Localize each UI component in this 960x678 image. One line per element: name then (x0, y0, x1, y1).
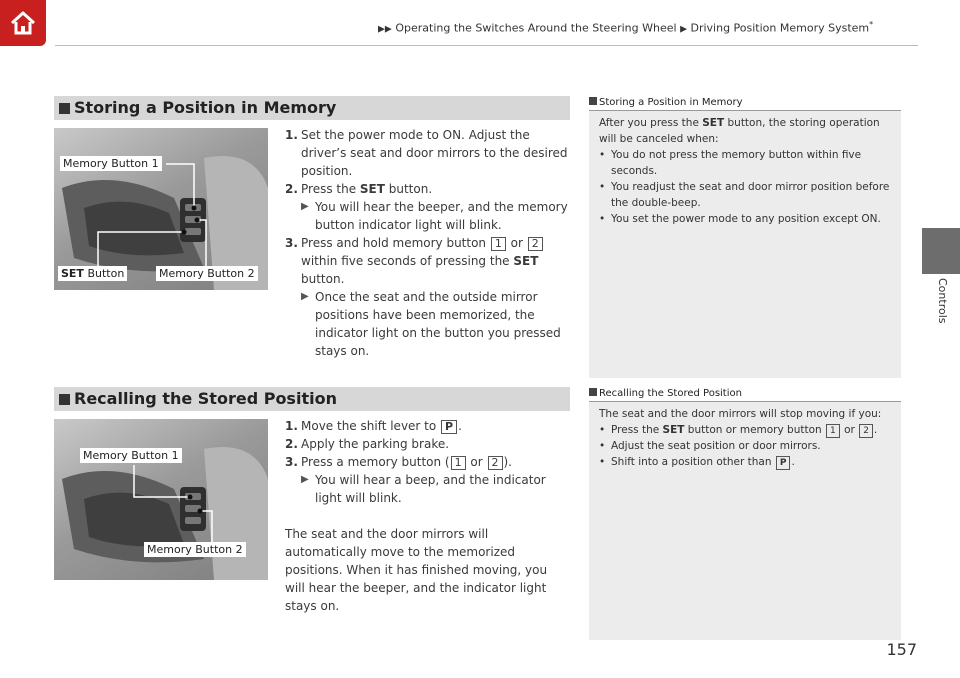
note-bullet (599, 422, 893, 438)
note-text: button or memory button (684, 424, 826, 436)
step-text: button. (301, 272, 345, 286)
result-text: Once the seat and the outside mirror positions have been memorized, the indicator light on the button you pressed stays on. (315, 290, 561, 358)
note-text: Press the (611, 424, 663, 436)
step-text: Press the (301, 182, 360, 196)
step-text: or (506, 236, 527, 250)
key-p-badge: P (441, 420, 457, 434)
storing-steps (285, 126, 575, 360)
step-number: 1. (285, 419, 298, 433)
arrow-right-icon: ▶ (301, 201, 309, 212)
step-2-result (285, 198, 575, 234)
step-text: Apply the parking brake. (301, 437, 450, 451)
step-2 (285, 435, 575, 453)
side-tab (922, 228, 960, 274)
note-body (589, 402, 901, 470)
note-title-text: Storing a Position in Memory (599, 97, 743, 108)
section-title: Storing a Position in Memory (74, 98, 337, 117)
step-text: or (466, 455, 487, 469)
step-text: . (458, 419, 462, 433)
note-recalling (589, 387, 901, 640)
note-text: or (840, 424, 859, 436)
key-2-badge: 2 (488, 456, 503, 470)
note-storing (589, 96, 901, 378)
arrow-right-icon: ▶ (301, 474, 309, 485)
recalling-steps (285, 417, 575, 615)
section-title: Recalling the Stored Position (74, 389, 337, 408)
note-set-bold: SET (662, 424, 685, 436)
step-1 (285, 126, 575, 180)
step-text: ). (503, 455, 512, 469)
note-title (589, 387, 901, 402)
step-set-bold: SET (513, 254, 539, 268)
chevron-right-icon: ▶ (680, 24, 687, 35)
note-title-text: Recalling the Stored Position (599, 388, 742, 399)
label-set-bold: SET (61, 267, 84, 280)
step-number: 3. (285, 236, 298, 250)
note-bullet: • You set the power mode to any position except ON. (599, 211, 893, 227)
key-p-badge: P (776, 456, 791, 470)
note-bullet (599, 454, 893, 470)
step-text: Press a memory button ( (301, 455, 450, 469)
step-set-bold: SET (359, 182, 385, 196)
step-3 (285, 234, 575, 288)
breadcrumb-link-memory-system[interactable]: Driving Position Memory System (690, 21, 870, 35)
breadcrumb (378, 20, 873, 35)
step-3-result (285, 471, 575, 507)
square-bullet-icon (59, 394, 70, 405)
recall-paragraph: The seat and the door mirrors will automatically move to the memorized positions. When it has finished moving, you will hear the beeper, and the indicator light stays on. (285, 527, 548, 613)
step-3-result (285, 288, 575, 360)
step-text: within five seconds of pressing the (301, 254, 514, 268)
label-set-suffix: Button (83, 267, 125, 280)
breadcrumb-link-switches[interactable]: Operating the Switches Around the Steering Wheel (395, 21, 677, 35)
step-text: Move the shift lever to (301, 419, 441, 433)
step-number: 1. (285, 128, 298, 142)
note-text: Shift into a position other than (611, 456, 775, 468)
home-icon (9, 9, 37, 37)
label-memory-button-2: Memory Button 2 (156, 266, 258, 281)
key-1-badge: 1 (826, 424, 840, 438)
step-text: Press and hold memory button (301, 236, 490, 250)
breadcrumb-asterisk: * (869, 20, 874, 29)
note-intro (599, 115, 893, 147)
result-text: You will hear a beep, and the indicator light will blink. (315, 473, 546, 505)
chevron-right-icon: ▶▶ (378, 24, 392, 35)
label-memory-button-2: Memory Button 2 (144, 542, 246, 557)
note-body (589, 111, 901, 227)
door-panel-photo-2 (54, 419, 268, 580)
note-text: button, the storing operation will be canceled when: (599, 117, 880, 145)
note-text: . (791, 456, 795, 468)
label-memory-button-1: Memory Button 1 (80, 448, 182, 463)
key-2-badge: 2 (528, 237, 543, 251)
step-number: 2. (285, 182, 298, 196)
section-heading-storing (54, 96, 570, 120)
note-intro: The seat and the door mirrors will stop moving if you: (599, 408, 882, 420)
result-text: You will hear the beeper, and the memory button indicator light will blink. (315, 200, 568, 232)
header-divider (55, 45, 918, 46)
note-title (589, 96, 901, 111)
step-number: 2. (285, 437, 298, 451)
step-3 (285, 453, 575, 471)
note-text: . (873, 424, 878, 436)
key-1-badge: 1 (491, 237, 506, 251)
key-2-badge: 2 (859, 424, 873, 438)
label-memory-button-1: Memory Button 1 (60, 156, 162, 171)
note-bullet: • Adjust the seat position or door mirrors. (599, 438, 893, 454)
side-tab-label: Controls (936, 278, 949, 324)
arrow-right-icon: ▶ (301, 291, 309, 302)
note-bullet: • You do not press the memory button within five seconds. (599, 147, 893, 179)
step-text: Set the power mode to ON. Adjust the driver’s seat and door mirrors to the desired position. (301, 128, 568, 178)
note-set-bold: SET (702, 117, 725, 129)
step-text: button. (384, 182, 433, 196)
square-bullet-icon (59, 103, 70, 114)
home-button[interactable] (0, 0, 46, 46)
page-number: 157 (886, 640, 917, 659)
note-text: After you press the (599, 117, 703, 129)
door-panel-photo-1 (54, 128, 268, 290)
note-marker-icon (589, 97, 597, 105)
step-2 (285, 180, 575, 198)
key-1-badge: 1 (451, 456, 466, 470)
label-set-button (58, 266, 127, 281)
note-marker-icon (589, 388, 597, 396)
step-number: 3. (285, 455, 298, 469)
section-heading-recalling (54, 387, 570, 411)
note-bullet: • You readjust the seat and door mirror position before the double-beep. (599, 179, 893, 211)
step-1 (285, 417, 575, 435)
